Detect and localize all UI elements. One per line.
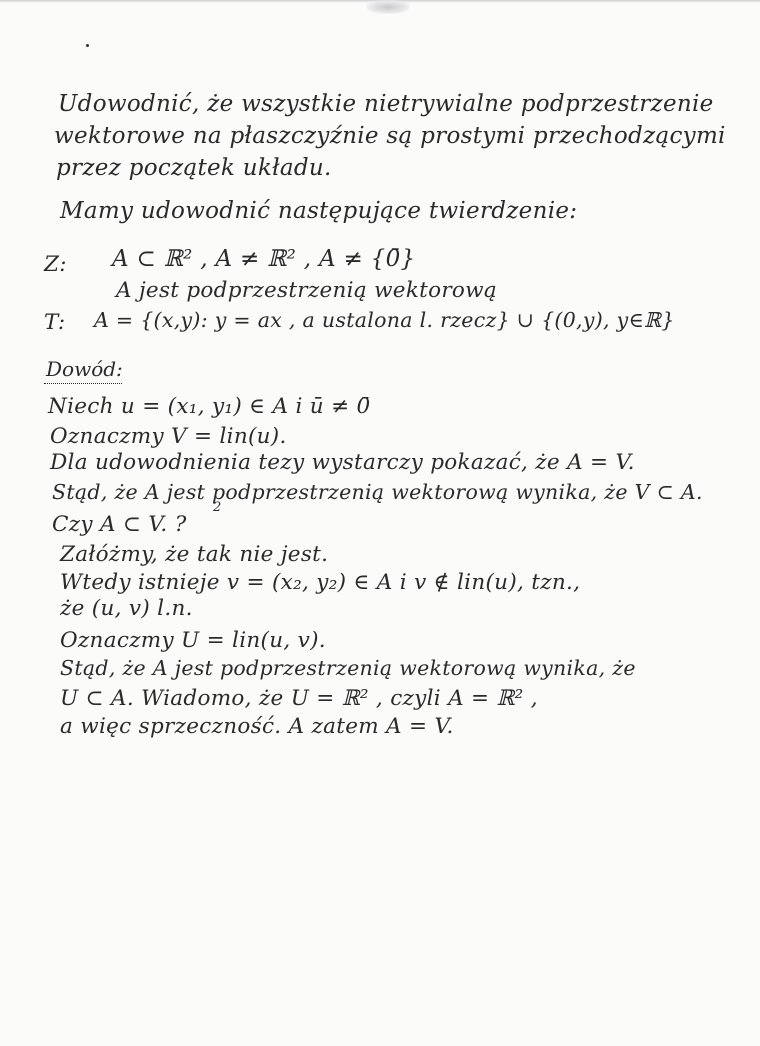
- proof-line-5: Czy A ⊂ V. ?: [52, 512, 187, 537]
- proof-line-11: U ⊂ A. Wiadomo, że U = ℝ² , czyli A = ℝ² ,: [60, 686, 538, 711]
- proof-line-8: że (u, v) l.n.: [60, 596, 193, 621]
- proof-line-12: a więc sprzeczność. A zatem A = V.: [60, 714, 454, 739]
- proof-line-7: Wtedy istnieje v = (x₂, y₂) ∈ A i v ∉ lin(u), tzn.,: [60, 570, 581, 595]
- proof-line-10: Stąd, że A jest podprzestrzenią wektorową wynika, że: [60, 656, 636, 680]
- proof-line-6: Załóżmy, że tak nie jest.: [60, 542, 329, 567]
- proof-line-9: Oznaczmy U = lin(u, v).: [60, 628, 326, 653]
- intro-line-2: wektorowe na płaszczyźnie są prostymi przechodzącymi: [54, 123, 726, 149]
- proof-line-4: Stąd, że A jest podprzestrzenią wektorową wynika, że V ⊂ A.: [52, 480, 703, 504]
- footnote-mark: 2: [213, 500, 222, 515]
- proof-line-3: Dla udowodnienia tezy wystarczy pokazać, że A = V.: [50, 450, 635, 475]
- proof-line-1: Niech u = (x₁, y₁) ∈ A i ū ≠ 0̄: [48, 394, 371, 419]
- proof-line-2: Oznaczmy V = lin(u).: [50, 424, 287, 449]
- hypothesis-condition-2: A jest podprzestrzenią wektorową: [116, 278, 497, 303]
- proof-heading: Dowód:: [46, 357, 123, 381]
- intro-line-3: przez początek układu.: [56, 155, 332, 181]
- intro-line-1: Udowodnić, że wszystkie nietrywialne podprzestrzenie: [58, 91, 714, 117]
- hypothesis-label: Z:: [44, 252, 67, 277]
- theorem-statement: Mamy udowodnić następujące twierdzenie:: [60, 198, 578, 224]
- thesis-label: T:: [44, 310, 66, 335]
- staple-mark: [366, 0, 410, 14]
- hypothesis-conditions: A ⊂ ℝ² , A ≠ ℝ² , A ≠ {0̄}: [112, 246, 416, 272]
- thesis-text: A = {(x,y): y = ax , a ustalona l. rzecz} ∪ {(0,y), y∈ℝ}: [94, 308, 675, 332]
- proof-heading-underline: [44, 383, 122, 384]
- ink-speck: [86, 44, 89, 47]
